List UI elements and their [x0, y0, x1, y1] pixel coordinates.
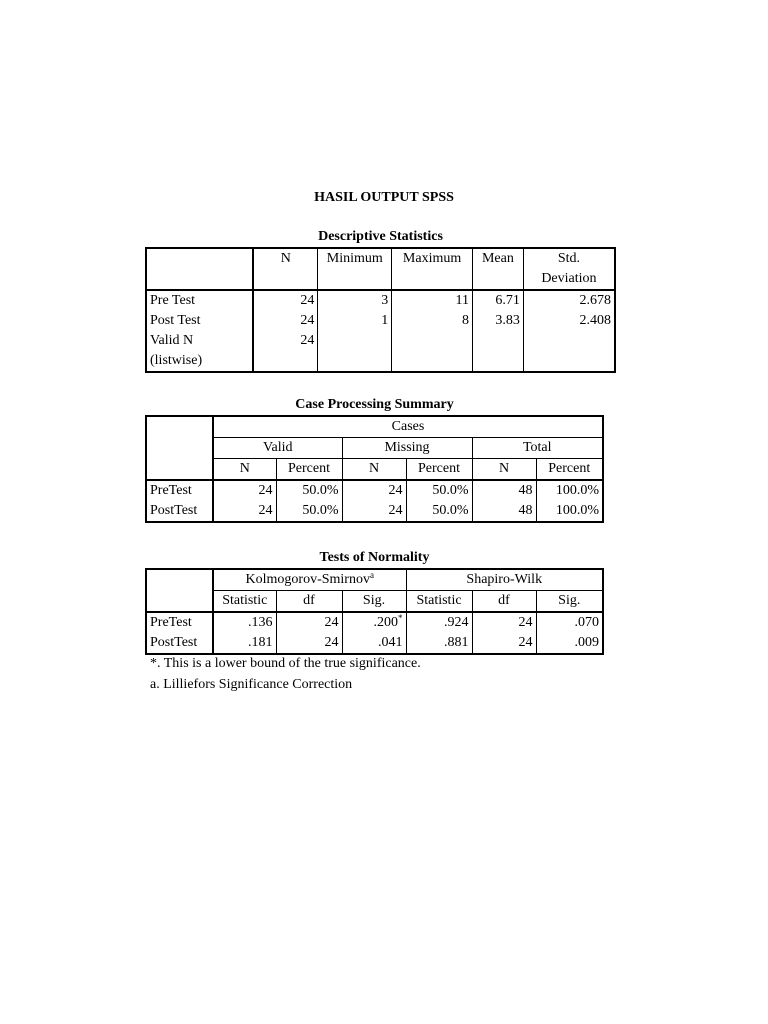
- table-cell: .136: [213, 612, 276, 633]
- header-cell: Total: [472, 438, 603, 459]
- table-row: [146, 633, 603, 654]
- header-cell: Percent: [536, 459, 603, 481]
- table-cell: 50.0%: [406, 480, 472, 501]
- row-label: [146, 331, 253, 372]
- header-cell: Missing: [342, 438, 472, 459]
- row-label: PostTest: [146, 501, 213, 522]
- header-text: Deviation: [541, 271, 597, 286]
- row-label: Pre Test: [150, 293, 196, 308]
- corner-cell: [146, 416, 213, 480]
- table-cell: [523, 331, 615, 372]
- table-header-row: [146, 591, 603, 613]
- table-header-row: [146, 569, 603, 591]
- header-text: Std.: [557, 251, 581, 266]
- header-cell: df: [276, 591, 342, 613]
- header-cell: Valid: [213, 438, 342, 459]
- table-row: [146, 501, 603, 522]
- table-header-row: [146, 438, 603, 459]
- table-cell: 2.678: [523, 290, 615, 311]
- header-cell: Statistic: [213, 591, 276, 613]
- table-cell: .041: [342, 633, 406, 654]
- row-label: PostTest: [146, 633, 213, 654]
- table-cell: .070: [536, 612, 603, 633]
- table-row: [146, 311, 615, 331]
- header-text: Kolmogorov-Smirnov: [245, 572, 370, 587]
- footnote-marker: *: [398, 613, 403, 623]
- table-cell: 24: [472, 633, 536, 654]
- table-cell: [392, 331, 473, 372]
- page-title: HASIL OUTPUT SPSS: [314, 190, 454, 205]
- table-row: [146, 612, 603, 633]
- header-cell: N: [253, 248, 317, 290]
- footnote-text: a. Lilliefors Significance Correction: [150, 677, 353, 692]
- table-cell: [318, 331, 392, 372]
- normality-table: [145, 568, 604, 655]
- header-cell: N: [213, 459, 276, 481]
- normality-caption: Tests of Normality: [319, 550, 430, 565]
- table-cell: 8: [392, 311, 473, 331]
- header-cell: Cases: [213, 416, 603, 438]
- table-cell: 24: [342, 501, 406, 522]
- table-cell: 48: [472, 501, 536, 522]
- table-cell: .881: [406, 633, 472, 654]
- table-row: [146, 290, 615, 311]
- table-cell: 3.83: [473, 311, 524, 331]
- table-cell: 24: [253, 331, 317, 372]
- row-label: Post Test: [150, 313, 201, 328]
- header-cell: Percent: [406, 459, 472, 481]
- table-cell: 2.408: [523, 311, 615, 331]
- table-cell: 24: [276, 633, 342, 654]
- corner-cell: [146, 569, 213, 612]
- header-cell: Sig.: [342, 591, 406, 613]
- table-cell: 50.0%: [406, 501, 472, 522]
- header-cell: Maximum: [392, 248, 473, 290]
- table-cell: 24: [472, 612, 536, 633]
- case-processing-table: [145, 415, 604, 523]
- table-header-row: [146, 416, 603, 438]
- row-label-line: (listwise): [150, 353, 203, 368]
- header-cell: N: [472, 459, 536, 481]
- table-cell: .009: [536, 633, 603, 654]
- table-cell: [342, 612, 406, 633]
- header-cell: [213, 569, 406, 591]
- table-cell: 6.71: [473, 290, 524, 311]
- header-cell: Sig.: [536, 591, 603, 613]
- table-cell: 100.0%: [536, 480, 603, 501]
- row-label-line: Valid N: [150, 333, 194, 348]
- table-cell: 100.0%: [536, 501, 603, 522]
- table-cell: [473, 331, 524, 372]
- header-cell: [523, 248, 615, 290]
- table-cell: 24: [213, 480, 276, 501]
- table-cell: .924: [406, 612, 472, 633]
- header-cell: Shapiro-Wilk: [406, 569, 603, 591]
- descriptive-statistics-table: [145, 247, 616, 373]
- table-cell: 24: [253, 311, 317, 331]
- table-cell: 50.0%: [276, 501, 342, 522]
- row-label: PreTest: [146, 612, 213, 633]
- table-cell: 24: [253, 290, 317, 311]
- table-cell: 50.0%: [276, 480, 342, 501]
- table-cell: 11: [392, 290, 473, 311]
- table-cell: 3: [318, 290, 392, 311]
- header-cell: N: [342, 459, 406, 481]
- header-cell: Statistic: [406, 591, 472, 613]
- header-cell: Mean: [473, 248, 524, 290]
- table-row: [146, 331, 615, 372]
- footnote-text: *. This is a lower bound of the true significance.: [150, 656, 421, 671]
- header-cell: Minimum: [318, 248, 392, 290]
- descriptive-caption: Descriptive Statistics: [318, 229, 443, 244]
- footnote-marker: a: [369, 570, 374, 580]
- header-cell: Percent: [276, 459, 342, 481]
- table-row: [146, 480, 603, 501]
- table-cell: .181: [213, 633, 276, 654]
- table-cell: 24: [276, 612, 342, 633]
- case-processing-caption: Case Processing Summary: [295, 397, 454, 412]
- table-cell: 24: [342, 480, 406, 501]
- table-header-row: [146, 248, 615, 290]
- table-cell: 1: [318, 311, 392, 331]
- cell-value: .200: [373, 615, 398, 630]
- header-cell: [146, 248, 253, 290]
- table-cell: 48: [472, 480, 536, 501]
- header-cell: df: [472, 591, 536, 613]
- table-header-row: [146, 459, 603, 481]
- row-label: PreTest: [146, 480, 213, 501]
- table-cell: 24: [213, 501, 276, 522]
